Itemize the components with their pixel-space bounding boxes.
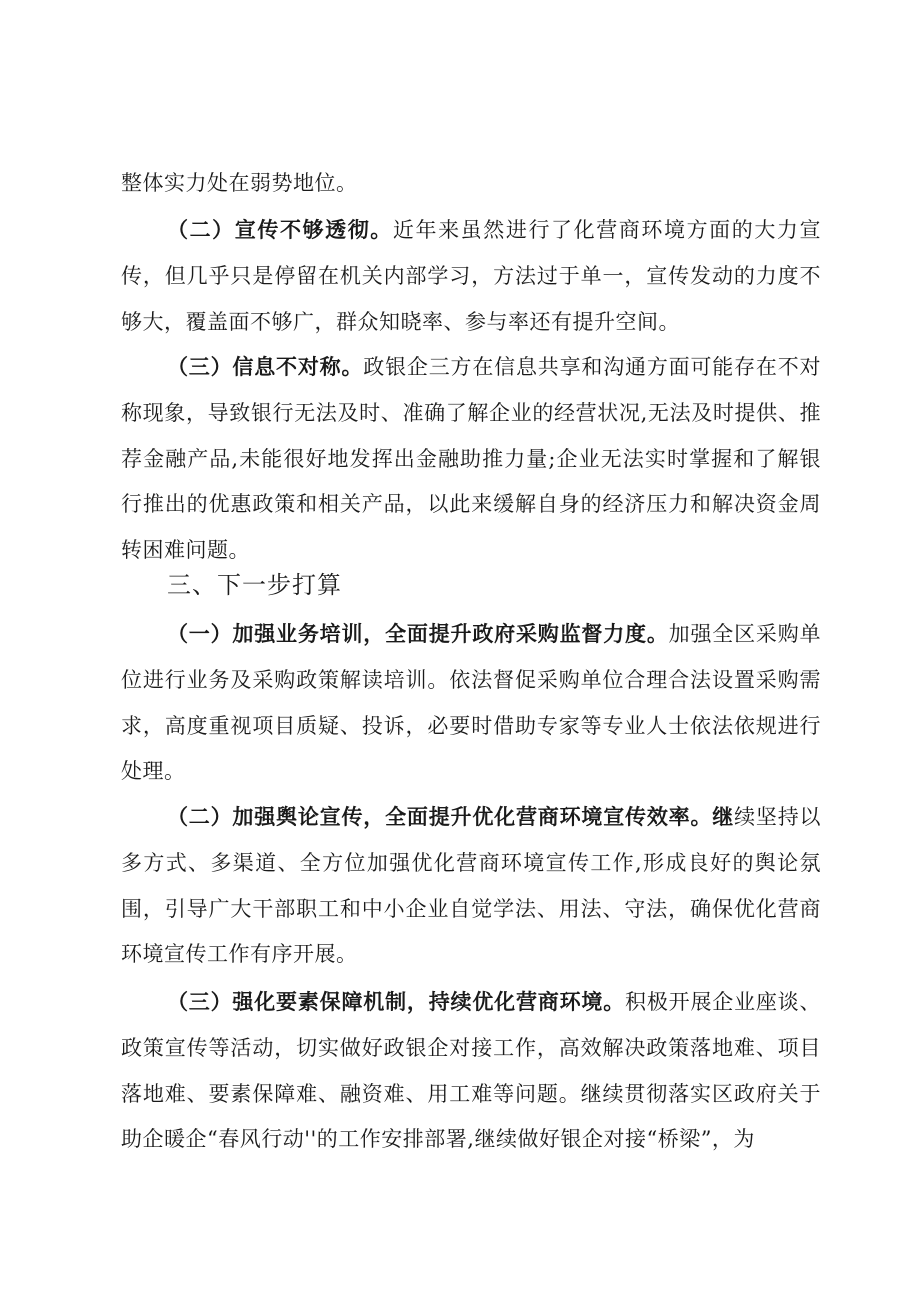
paragraph-guarantee bbox=[121, 980, 821, 1163]
section-heading: 三、下一步打算 bbox=[167, 571, 342, 599]
paragraph-text: 加强全区采购单位进行业务及采购政策解读培训。依法督促采购单位合理合法设置采购需求，高度重视项目质疑、投诉，必要时借助专家等专业人士依法依规进行处理。 bbox=[121, 622, 822, 784]
paragraph-text: 续坚持以多方式、多渠道、全方位加强优化营商环境宣传工作,形成良好的舆论氛围，引导广大干部职工和中小企业自觉学法、用法、守法，确保优化营商环境宣传工作有序开展。 bbox=[121, 805, 822, 967]
paragraph-opinion bbox=[121, 795, 821, 978]
paragraph-continuation bbox=[121, 161, 821, 207]
paragraph-lead: （一）加强业务培训，全面提升政府采购监督力度。 bbox=[167, 622, 669, 646]
paragraph-training bbox=[121, 612, 821, 795]
paragraph-information bbox=[121, 345, 821, 574]
paragraph-text: 积极开展企业座谈、政策宣传等活动，切实做好政银企对接工作，高效解决政策落地难、项目落地难、要素保障难、融资难、用工难等问题。继续贯彻落实区政府关于助企暖企“春风行动''的工作安排部署,继续做好银企对接“桥梁”，为 bbox=[121, 990, 821, 1152]
paragraph-lead: （二）宣传不够透彻。 bbox=[167, 218, 393, 242]
paragraph-text: 政银企三方在信息共享和沟通方面可能存在不对称现象，导致银行无法及时、准确了解企业的经营状况,无法及时提供、推荐金融产品,未能很好地发挥出金融助推力量;企业无法实时掌握和了解银行推出的优惠政策和相关产品，以此来缓解自身的经济压力和解决资金周转困难问题。 bbox=[121, 355, 822, 563]
paragraph-lead: （三）信息不对称。 bbox=[167, 355, 364, 379]
paragraph-text: 近年来虽然进行了化营商环境方面的大力宣传，但几乎只是停留在机关内部学习，方法过于单一，宣传发动的力度不够大，覆盖面不够广，群众知晓率、参与率还有提升空间。 bbox=[121, 218, 822, 334]
paragraph-text: 整体实力处在弱势地位。 bbox=[121, 171, 358, 195]
paragraph-publicity bbox=[121, 208, 821, 345]
paragraph-lead: （三）强化要素保障机制，持续优化营商环境。 bbox=[167, 990, 626, 1014]
paragraph-lead: （二）加强舆论宣传，全面提升优化营商环境宣传效率。继 bbox=[167, 805, 735, 829]
